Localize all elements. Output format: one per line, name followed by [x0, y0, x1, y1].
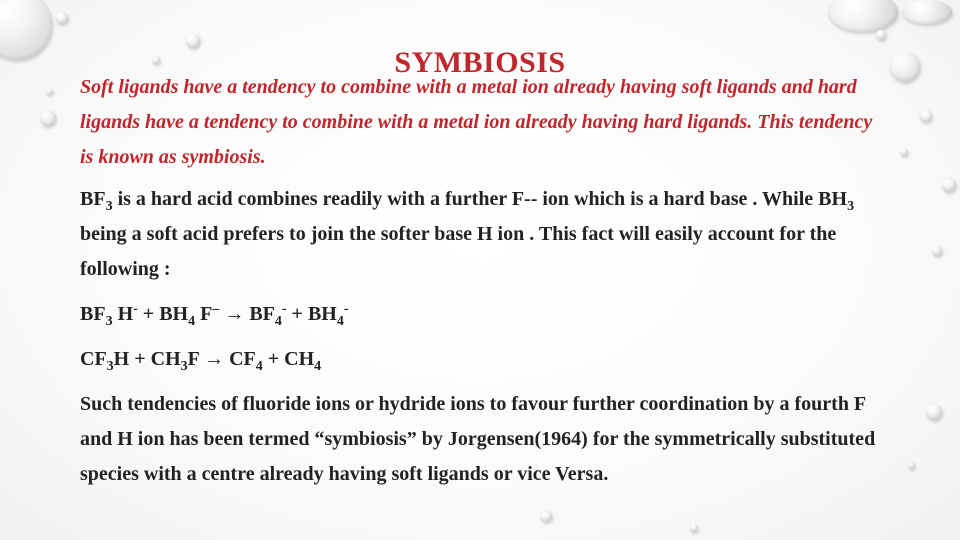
- water-drop-decoration: [942, 178, 956, 192]
- eq1-arrow-bf: → BF: [219, 303, 275, 325]
- water-drop-decoration: [876, 30, 886, 40]
- eq1-sup: –: [212, 301, 220, 317]
- eq2-sub: 3: [180, 359, 188, 374]
- symbiosis-paragraph: Such tendencies of fluoride ions or hydride ions to favour further coordination by a fourth F and H ion has been termed “symbiosis” by Jorgensen(1964) for the symmetrically substituted species with a centre already having soft ligands or vice Versa.: [80, 393, 876, 485]
- bf3-description-text: is a hard acid combines readily with a further F-- ion which is a hard base . While BH: [112, 188, 848, 210]
- eq1-sup: -: [133, 301, 138, 317]
- eq2-plus-ch: + CH: [262, 348, 315, 370]
- eq2-h-plus-ch: H + CH: [113, 348, 181, 370]
- eq1-plus-bh: + BH: [286, 303, 337, 325]
- water-drop-decoration: [902, 0, 952, 24]
- bf3-subscript: 3: [105, 199, 113, 214]
- eq2-sub: 3: [106, 359, 114, 374]
- equation-bf3: [80, 297, 880, 332]
- eq2-f-arrow-cf: F → CF: [187, 348, 256, 370]
- water-drop-decoration: [900, 148, 908, 156]
- water-drop-decoration: [540, 510, 552, 522]
- intro-paragraph: Soft ligands have a tendency to combine with a metal ion already having soft ligands and hard ligands have a tendency to combine with a metal ion already having hard ligands. This tendency is known as symbiosis.: [80, 76, 873, 168]
- eq1-plus-bh: + BH: [137, 303, 189, 325]
- water-drop-decoration: [926, 404, 942, 420]
- eq1-sup: -: [281, 301, 287, 317]
- bh3-description-text: being a soft acid prefers to join the softer base H ion . This fact will easily account for the following :: [80, 223, 837, 280]
- eq1-sub: 4: [274, 314, 282, 329]
- water-drop-decoration: [690, 524, 698, 532]
- eq2-sub: 4: [255, 359, 263, 374]
- bf3-paragraph: [80, 182, 880, 287]
- bh3-subscript: 3: [847, 199, 855, 214]
- eq1-sub: 4: [336, 314, 344, 329]
- eq2-cf: CF: [80, 348, 107, 370]
- bf3-text: BF: [80, 188, 106, 210]
- eq1-h: H: [112, 303, 134, 325]
- water-drop-decoration: [908, 462, 915, 469]
- water-drop-decoration: [56, 12, 68, 24]
- water-drop-decoration: [932, 246, 942, 256]
- water-drop-decoration: [828, 0, 898, 32]
- eq1-sub: 3: [105, 314, 113, 329]
- slide-content: [80, 70, 880, 492]
- eq1-f: F: [195, 303, 213, 325]
- water-drop-decoration: [40, 110, 56, 126]
- eq1-bf: BF: [80, 303, 106, 325]
- water-drop-decoration: [920, 110, 932, 122]
- eq1-sup: -: [343, 301, 349, 317]
- slide-title: SYMBIOSIS: [394, 46, 566, 80]
- water-drop-decoration: [46, 88, 53, 95]
- eq1-sub: 4: [188, 314, 196, 329]
- eq2-sub: 4: [314, 359, 322, 374]
- equation-cf3h: [80, 342, 880, 377]
